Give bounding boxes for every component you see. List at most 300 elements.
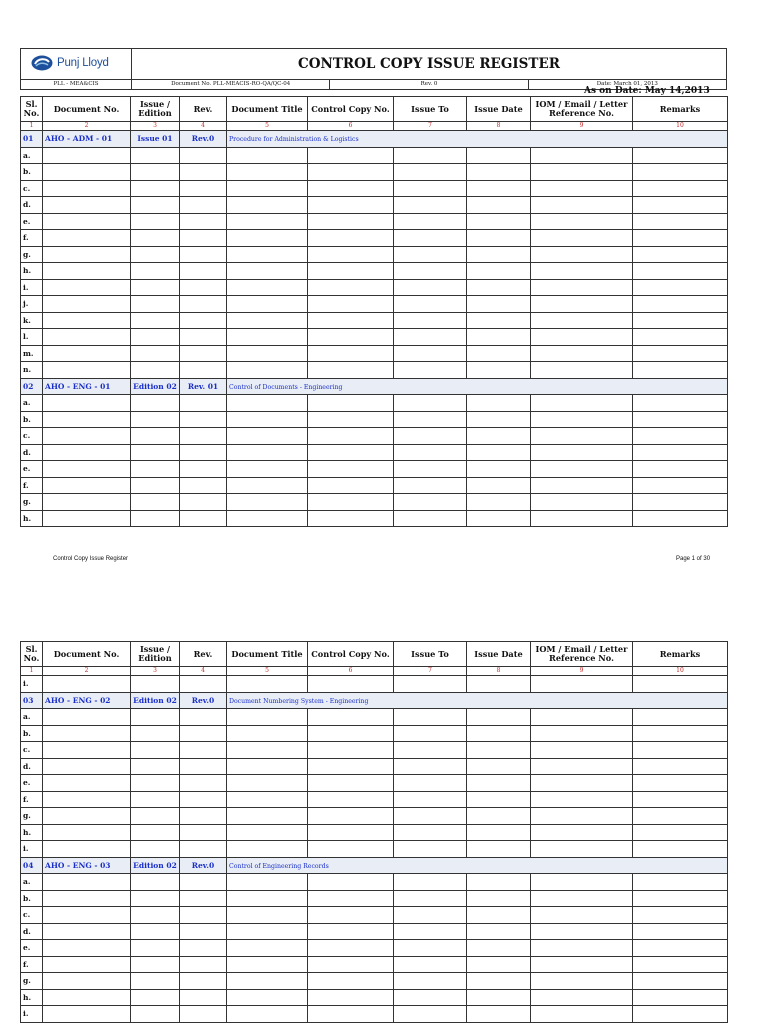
document-title-cell xyxy=(227,131,728,148)
empty-cell xyxy=(467,395,531,412)
table-row xyxy=(21,824,728,841)
empty-cell xyxy=(131,428,180,445)
empty-cell xyxy=(467,197,531,214)
column-number-1: 1 xyxy=(21,667,43,676)
empty-cell xyxy=(633,709,728,726)
empty-cell xyxy=(394,312,467,329)
column-header-7: Issue To xyxy=(394,97,467,122)
row-letter: m. xyxy=(21,345,43,362)
empty-cell xyxy=(394,676,467,693)
empty-cell xyxy=(467,263,531,280)
empty-cell xyxy=(633,973,728,990)
empty-cell xyxy=(531,296,633,313)
row-letter: f. xyxy=(21,791,43,808)
company-logo xyxy=(31,55,109,71)
empty-cell xyxy=(43,890,131,907)
empty-cell xyxy=(43,1006,131,1023)
empty-cell xyxy=(394,461,467,478)
empty-cell xyxy=(633,279,728,296)
table-row xyxy=(21,147,728,164)
empty-cell xyxy=(227,923,308,940)
table-row xyxy=(21,725,728,742)
empty-cell xyxy=(467,874,531,891)
row-letter: c. xyxy=(21,180,43,197)
empty-cell xyxy=(43,676,131,693)
table-row xyxy=(21,775,728,792)
empty-cell xyxy=(308,395,394,412)
column-header-8: Issue Date xyxy=(467,97,531,122)
column-number-5: 5 xyxy=(227,667,308,676)
row-letter: j. xyxy=(21,296,43,313)
column-header-7: Issue To xyxy=(394,642,467,667)
empty-cell xyxy=(43,180,131,197)
empty-cell xyxy=(531,791,633,808)
empty-cell xyxy=(131,676,180,693)
row-letter: b. xyxy=(21,411,43,428)
column-header-3: Issue / Edition xyxy=(131,642,180,667)
empty-cell xyxy=(131,709,180,726)
register-table-page-1 xyxy=(20,96,728,527)
column-header-9: IOM / Email / Letter Reference No. xyxy=(531,97,633,122)
empty-cell xyxy=(227,279,308,296)
empty-cell xyxy=(180,411,227,428)
empty-cell xyxy=(394,147,467,164)
empty-cell xyxy=(633,808,728,825)
empty-cell xyxy=(131,444,180,461)
empty-cell xyxy=(43,461,131,478)
empty-cell xyxy=(131,461,180,478)
empty-cell xyxy=(308,263,394,280)
document-title-text: Procedure for Administration & Logistics xyxy=(229,136,359,144)
empty-cell xyxy=(467,411,531,428)
empty-cell xyxy=(633,791,728,808)
table-row xyxy=(21,279,728,296)
empty-cell xyxy=(180,989,227,1006)
empty-cell xyxy=(467,676,531,693)
empty-cell xyxy=(180,824,227,841)
table-row xyxy=(21,477,728,494)
row-letter: i. xyxy=(21,279,43,296)
empty-cell xyxy=(227,956,308,973)
empty-cell xyxy=(633,956,728,973)
empty-cell xyxy=(467,510,531,527)
empty-cell xyxy=(531,824,633,841)
column-number-10: 10 xyxy=(633,667,728,676)
document-section-row xyxy=(21,131,728,148)
empty-cell xyxy=(180,923,227,940)
empty-cell xyxy=(633,1006,728,1023)
empty-cell xyxy=(394,1006,467,1023)
empty-cell xyxy=(633,758,728,775)
column-number-1: 1 xyxy=(21,122,43,131)
row-letter: f. xyxy=(21,956,43,973)
section-number: 02 xyxy=(21,378,43,395)
empty-cell xyxy=(227,147,308,164)
empty-cell xyxy=(467,742,531,759)
empty-cell xyxy=(43,709,131,726)
empty-cell xyxy=(43,312,131,329)
page-title: CONTROL COPY ISSUE REGISTER xyxy=(132,49,727,80)
document-section-row xyxy=(21,692,728,709)
empty-cell xyxy=(394,841,467,858)
revision-cell: Rev.0 xyxy=(180,857,227,874)
empty-cell xyxy=(180,395,227,412)
empty-cell xyxy=(467,147,531,164)
empty-cell xyxy=(531,758,633,775)
row-letter: e. xyxy=(21,940,43,957)
empty-cell xyxy=(308,411,394,428)
empty-cell xyxy=(467,428,531,445)
register-header xyxy=(20,48,727,90)
empty-cell xyxy=(467,890,531,907)
revision-label: Rev. 0 xyxy=(330,80,528,90)
empty-cell xyxy=(227,758,308,775)
empty-cell xyxy=(227,742,308,759)
empty-cell xyxy=(531,312,633,329)
empty-cell xyxy=(43,147,131,164)
as-on-date: As on Date: May 14,2013 xyxy=(584,86,710,96)
empty-cell xyxy=(308,428,394,445)
document-title-text: Control of Engineering Records xyxy=(229,862,329,870)
empty-cell xyxy=(531,197,633,214)
empty-cell xyxy=(43,411,131,428)
empty-cell xyxy=(43,230,131,247)
empty-cell xyxy=(131,841,180,858)
row-letter: g. xyxy=(21,494,43,511)
empty-cell xyxy=(467,709,531,726)
empty-cell xyxy=(467,758,531,775)
empty-cell xyxy=(531,725,633,742)
empty-cell xyxy=(43,494,131,511)
column-header-9: IOM / Email / Letter Reference No. xyxy=(531,642,633,667)
empty-cell xyxy=(633,246,728,263)
empty-cell xyxy=(227,444,308,461)
empty-cell xyxy=(308,989,394,1006)
empty-cell xyxy=(308,312,394,329)
empty-cell xyxy=(531,180,633,197)
table-row xyxy=(21,230,728,247)
empty-cell xyxy=(531,907,633,924)
empty-cell xyxy=(531,411,633,428)
table-row xyxy=(21,676,728,693)
empty-cell xyxy=(633,213,728,230)
empty-cell xyxy=(531,444,633,461)
issue-edition-cell: Issue 01 xyxy=(131,131,180,148)
empty-cell xyxy=(633,395,728,412)
column-header-6: Control Copy No. xyxy=(308,97,394,122)
column-header-6: Control Copy No. xyxy=(308,642,394,667)
table-row xyxy=(21,345,728,362)
empty-cell xyxy=(394,973,467,990)
empty-cell xyxy=(43,279,131,296)
empty-cell xyxy=(308,758,394,775)
empty-cell xyxy=(633,296,728,313)
table-row xyxy=(21,197,728,214)
empty-cell xyxy=(131,180,180,197)
empty-cell xyxy=(180,775,227,792)
empty-cell xyxy=(180,973,227,990)
empty-cell xyxy=(531,841,633,858)
empty-cell xyxy=(43,758,131,775)
empty-cell xyxy=(43,428,131,445)
issue-edition-cell: Edition 02 xyxy=(131,692,180,709)
empty-cell xyxy=(227,940,308,957)
empty-cell xyxy=(308,709,394,726)
empty-cell xyxy=(180,197,227,214)
empty-cell xyxy=(467,907,531,924)
page-number: Page 1 of 30 xyxy=(676,556,711,562)
column-header-row xyxy=(21,97,728,122)
empty-cell xyxy=(131,923,180,940)
empty-cell xyxy=(227,362,308,379)
row-letter: h. xyxy=(21,824,43,841)
empty-cell xyxy=(467,312,531,329)
empty-cell xyxy=(633,824,728,841)
empty-cell xyxy=(227,411,308,428)
empty-cell xyxy=(394,213,467,230)
empty-cell xyxy=(308,956,394,973)
empty-cell xyxy=(43,164,131,181)
department-label: PLL - MEA&CIS xyxy=(21,80,132,90)
empty-cell xyxy=(308,477,394,494)
row-letter: g. xyxy=(21,808,43,825)
table-row xyxy=(21,444,728,461)
empty-cell xyxy=(131,395,180,412)
empty-cell xyxy=(633,362,728,379)
empty-cell xyxy=(43,477,131,494)
empty-cell xyxy=(308,791,394,808)
column-header-2: Document No. xyxy=(43,97,131,122)
empty-cell xyxy=(180,510,227,527)
empty-cell xyxy=(467,989,531,1006)
empty-cell xyxy=(227,725,308,742)
table-row xyxy=(21,890,728,907)
empty-cell xyxy=(633,230,728,247)
empty-cell xyxy=(633,494,728,511)
document-number-cell: AHO - ENG - 01 xyxy=(43,378,131,395)
empty-cell xyxy=(308,362,394,379)
empty-cell xyxy=(531,808,633,825)
empty-cell xyxy=(131,510,180,527)
empty-cell xyxy=(531,890,633,907)
empty-cell xyxy=(633,510,728,527)
column-header-1: Sl. No. xyxy=(21,642,43,667)
row-letter: h. xyxy=(21,263,43,280)
empty-cell xyxy=(531,923,633,940)
empty-cell xyxy=(131,164,180,181)
table-row xyxy=(21,395,728,412)
empty-cell xyxy=(531,164,633,181)
issue-edition-cell: Edition 02 xyxy=(131,378,180,395)
table-row xyxy=(21,263,728,280)
empty-cell xyxy=(227,510,308,527)
row-letter: e. xyxy=(21,775,43,792)
empty-cell xyxy=(467,279,531,296)
empty-cell xyxy=(180,312,227,329)
empty-cell xyxy=(394,758,467,775)
empty-cell xyxy=(467,444,531,461)
empty-cell xyxy=(633,263,728,280)
row-letter: i. xyxy=(21,1006,43,1023)
column-header-10: Remarks xyxy=(633,97,728,122)
row-letter: b. xyxy=(21,164,43,181)
empty-cell xyxy=(467,296,531,313)
column-number-row xyxy=(21,122,728,131)
empty-cell xyxy=(227,808,308,825)
table-row xyxy=(21,874,728,891)
empty-cell xyxy=(180,296,227,313)
table-row xyxy=(21,494,728,511)
empty-cell xyxy=(308,164,394,181)
empty-cell xyxy=(131,147,180,164)
empty-cell xyxy=(227,973,308,990)
empty-cell xyxy=(531,874,633,891)
empty-cell xyxy=(633,444,728,461)
empty-cell xyxy=(633,890,728,907)
empty-cell xyxy=(131,940,180,957)
empty-cell xyxy=(43,940,131,957)
empty-cell xyxy=(308,180,394,197)
empty-cell xyxy=(394,395,467,412)
empty-cell xyxy=(131,890,180,907)
empty-cell xyxy=(43,841,131,858)
table-row xyxy=(21,428,728,445)
issue-edition-cell: Edition 02 xyxy=(131,857,180,874)
empty-cell xyxy=(467,956,531,973)
empty-cell xyxy=(531,709,633,726)
empty-cell xyxy=(131,312,180,329)
empty-cell xyxy=(180,808,227,825)
column-header-4: Rev. xyxy=(180,97,227,122)
empty-cell xyxy=(43,296,131,313)
empty-cell xyxy=(531,362,633,379)
empty-cell xyxy=(131,279,180,296)
empty-cell xyxy=(308,329,394,346)
empty-cell xyxy=(633,775,728,792)
empty-cell xyxy=(180,758,227,775)
row-letter: b. xyxy=(21,725,43,742)
table-row xyxy=(21,362,728,379)
row-letter: f. xyxy=(21,477,43,494)
table-row xyxy=(21,808,728,825)
empty-cell xyxy=(394,164,467,181)
empty-cell xyxy=(180,428,227,445)
row-letter: d. xyxy=(21,923,43,940)
empty-cell xyxy=(394,444,467,461)
empty-cell xyxy=(531,477,633,494)
column-header-3: Issue / Edition xyxy=(131,97,180,122)
empty-cell xyxy=(633,180,728,197)
empty-cell xyxy=(180,230,227,247)
empty-cell xyxy=(180,329,227,346)
empty-cell xyxy=(180,164,227,181)
column-number-7: 7 xyxy=(394,667,467,676)
empty-cell xyxy=(531,147,633,164)
empty-cell xyxy=(43,824,131,841)
empty-cell xyxy=(308,444,394,461)
empty-cell xyxy=(394,411,467,428)
empty-cell xyxy=(43,345,131,362)
column-number-5: 5 xyxy=(227,122,308,131)
empty-cell xyxy=(633,329,728,346)
empty-cell xyxy=(467,824,531,841)
row-letter: l. xyxy=(21,329,43,346)
empty-cell xyxy=(227,296,308,313)
table-row xyxy=(21,329,728,346)
empty-cell xyxy=(180,725,227,742)
empty-cell xyxy=(43,907,131,924)
column-number-6: 6 xyxy=(308,122,394,131)
table-row xyxy=(21,164,728,181)
table-row xyxy=(21,312,728,329)
empty-cell xyxy=(394,824,467,841)
row-letter: i. xyxy=(21,676,43,693)
empty-cell xyxy=(131,477,180,494)
empty-cell xyxy=(308,676,394,693)
empty-cell xyxy=(43,246,131,263)
document-title-cell xyxy=(227,692,728,709)
document-section-row xyxy=(21,857,728,874)
empty-cell xyxy=(531,263,633,280)
row-letter: g. xyxy=(21,246,43,263)
column-number-row xyxy=(21,667,728,676)
empty-cell xyxy=(180,1006,227,1023)
empty-cell xyxy=(467,329,531,346)
column-header-5: Document Title xyxy=(227,642,308,667)
empty-cell xyxy=(633,197,728,214)
column-number-9: 9 xyxy=(531,122,633,131)
table-row xyxy=(21,841,728,858)
empty-cell xyxy=(180,147,227,164)
column-header-8: Issue Date xyxy=(467,642,531,667)
empty-cell xyxy=(467,461,531,478)
empty-cell xyxy=(308,461,394,478)
empty-cell xyxy=(131,411,180,428)
empty-cell xyxy=(131,956,180,973)
empty-cell xyxy=(633,312,728,329)
empty-cell xyxy=(394,296,467,313)
empty-cell xyxy=(131,263,180,280)
row-letter: k. xyxy=(21,312,43,329)
document-title-text: Document Numbering System - Engineering xyxy=(229,697,369,705)
column-number-8: 8 xyxy=(467,122,531,131)
empty-cell xyxy=(180,279,227,296)
column-header-5: Document Title xyxy=(227,97,308,122)
empty-cell xyxy=(227,841,308,858)
document-title-cell xyxy=(227,857,728,874)
empty-cell xyxy=(394,940,467,957)
row-letter: h. xyxy=(21,510,43,527)
empty-cell xyxy=(43,213,131,230)
row-letter: f. xyxy=(21,230,43,247)
empty-cell xyxy=(633,477,728,494)
row-letter: d. xyxy=(21,444,43,461)
empty-cell xyxy=(131,989,180,1006)
empty-cell xyxy=(394,791,467,808)
empty-cell xyxy=(227,989,308,1006)
empty-cell xyxy=(531,279,633,296)
empty-cell xyxy=(131,246,180,263)
empty-cell xyxy=(467,923,531,940)
empty-cell xyxy=(131,907,180,924)
empty-cell xyxy=(227,709,308,726)
empty-cell xyxy=(531,742,633,759)
empty-cell xyxy=(43,362,131,379)
empty-cell xyxy=(180,841,227,858)
empty-cell xyxy=(131,973,180,990)
empty-cell xyxy=(180,213,227,230)
empty-cell xyxy=(308,213,394,230)
